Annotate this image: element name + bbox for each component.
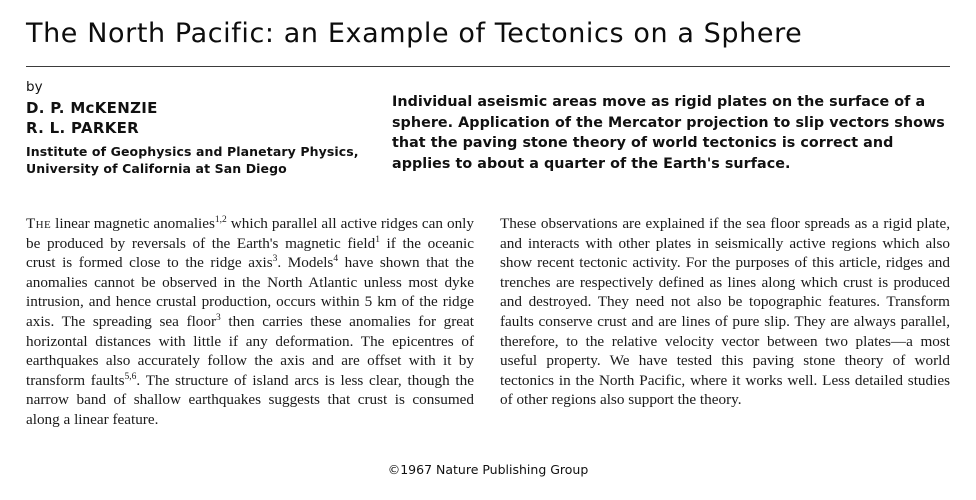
body-text-right: These observations are explained if the sea floor spreads as a rigid plate, and interacts with other plates in seismically active regions which also show recent tectonic activity. For the purposes of this article, ridges and trenches are respectively defined as lines along which crust is produced and destroyed. They need not also be topographic features. Transform faults conserve crust and are lines of pure slip. They are always parallel, therefore, to the relative velocity vector between two plates—a most useful property. We have tested this paving stone theory of world tectonics in the North Pacific, where it works well. Less detailed studies of other regions also support the theory.: [500, 215, 950, 409]
affiliation-line-2: University of California at San Diego: [26, 160, 287, 176]
page-title: The North Pacific: an Example of Tectonics on a Sphere: [26, 18, 803, 49]
by-label: by: [26, 79, 43, 95]
copyright-footer: ©1967 Nature Publishing Group: [387, 462, 589, 477]
body-text-left: linear magnetic anomalies$^{1,2}$ which parallel all active ridges can only be produced by reversals of the Earth's magnetic field$^1$ if the oceanic crust is formed close to the ridge axis$^3$. Models$^4$ have shown that the anomalies cannot be observed in the North Atlantic unless most dyke intrusion, and hence crustal production, occurs within 5 km of the ridge axis. The spreading sea floor$^3$ then carries these anomalies for great horizontal distances with little if any deformation. The epicentres of earthquakes also accurately follow the axis and are offset with it by transform faults$^{5,6}$. The structure of island arcs is less clear, though the narrow band of shallow earthquakes suggests that crust is consumed along a linear feature.: [26, 214, 474, 428]
author-name-2: R. L. PARKER: [26, 119, 140, 137]
affiliation-line-1: Institute of Geophysics and Planetary Physics,: [26, 144, 359, 159]
byline-block: [26, 78, 371, 177]
lead-word: The: [26, 215, 52, 232]
title-divider: [26, 66, 950, 67]
body-column-left: [26, 214, 474, 430]
body-column-right: [500, 214, 950, 410]
abstract-text: Individual aseismic areas move as rigid plates on the surface of a sphere. Application of the Mercator projection to slip vectors shows that the paving stone theory of world tectonics is correct and applies to about a quarter of the Earth's surface.: [392, 94, 945, 172]
author-name-1: D. P. McKENZIE: [26, 99, 158, 117]
